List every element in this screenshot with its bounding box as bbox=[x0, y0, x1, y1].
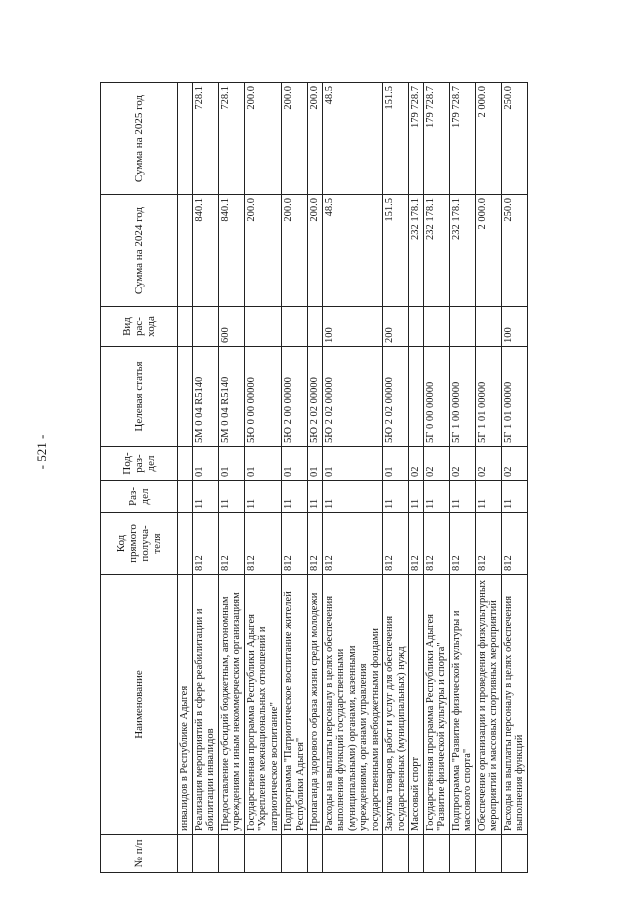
cell-no bbox=[475, 835, 501, 873]
table-row bbox=[409, 83, 424, 873]
cell-sum-2025: 48.5 bbox=[322, 83, 383, 195]
cell-name: инвалидов в Республике Адыгея bbox=[178, 575, 193, 835]
table-row bbox=[423, 83, 449, 873]
cell-razdel: 11 bbox=[501, 481, 527, 513]
cell-razdel: 11 bbox=[244, 481, 282, 513]
cell-expense-type bbox=[244, 307, 282, 347]
cell-name: Расходы на выплаты персоналу в целях обеспечения выполнения функций государственными (муниципальными) органами, казенными учреждениями, органами управления государственными внебюджетными фондами bbox=[322, 575, 383, 835]
cell-razdel: 11 bbox=[218, 481, 244, 513]
rotated-table-container bbox=[100, 83, 560, 873]
cell-kod: 812 bbox=[244, 513, 282, 575]
cell-name: Государственная программа Республики Адыгея "Развитие физической культуры и спорта" bbox=[423, 575, 449, 835]
cell-kod: 812 bbox=[501, 513, 527, 575]
cell-expense-type: 600 bbox=[218, 307, 244, 347]
cell-sum-2025: 728.1 bbox=[192, 83, 218, 195]
cell-expense-type: 200 bbox=[383, 307, 409, 347]
cell-sum-2024: 151.5 bbox=[383, 195, 409, 307]
cell-podrazdel: 02 bbox=[475, 447, 501, 481]
table-row bbox=[308, 83, 323, 873]
cell-no bbox=[282, 835, 308, 873]
cell-target-article: 5Ю 2 02 00000 bbox=[322, 347, 383, 447]
cell-sum-2025: 179 728.7 bbox=[409, 83, 424, 195]
header-podrazdel: Под-раз-дел bbox=[101, 447, 178, 481]
cell-razdel: 11 bbox=[423, 481, 449, 513]
cell-no bbox=[501, 835, 527, 873]
cell-kod bbox=[178, 513, 193, 575]
cell-name: Массовый спорт bbox=[409, 575, 424, 835]
cell-name: Государственная программа Республики Адыгея "Укрепление межнациональных отношений и патриотическое воспитание" bbox=[244, 575, 282, 835]
table-row bbox=[383, 83, 409, 873]
cell-razdel: 11 bbox=[192, 481, 218, 513]
cell-podrazdel: 01 bbox=[218, 447, 244, 481]
cell-expense-type: 100 bbox=[322, 307, 383, 347]
cell-sum-2024: 840.1 bbox=[218, 195, 244, 307]
cell-expense-type bbox=[423, 307, 449, 347]
cell-razdel: 11 bbox=[409, 481, 424, 513]
cell-razdel: 11 bbox=[475, 481, 501, 513]
cell-target-article: 5Ю 2 02 00000 bbox=[383, 347, 409, 447]
cell-sum-2024: 200.0 bbox=[244, 195, 282, 307]
cell-kod: 812 bbox=[218, 513, 244, 575]
cell-target-article bbox=[178, 347, 193, 447]
cell-sum-2024: 2 000.0 bbox=[475, 195, 501, 307]
cell-sum-2025: 179 728.7 bbox=[449, 83, 475, 195]
cell-target-article: 5Ю 2 00 00000 bbox=[282, 347, 308, 447]
cell-sum-2025: 179 728.7 bbox=[423, 83, 449, 195]
cell-no bbox=[244, 835, 282, 873]
cell-target-article: 5Г 1 01 00000 bbox=[475, 347, 501, 447]
cell-podrazdel: 02 bbox=[409, 447, 424, 481]
header-expense-type: Вид рас-хода bbox=[101, 307, 178, 347]
cell-razdel: 11 bbox=[322, 481, 383, 513]
table-row bbox=[192, 83, 218, 873]
cell-podrazdel: 02 bbox=[423, 447, 449, 481]
cell-no bbox=[218, 835, 244, 873]
cell-podrazdel: 01 bbox=[383, 447, 409, 481]
cell-name: Пропаганда здорового образа жизни среди молодежи bbox=[308, 575, 323, 835]
cell-razdel bbox=[178, 481, 193, 513]
cell-sum-2024 bbox=[178, 195, 193, 307]
cell-razdel: 11 bbox=[282, 481, 308, 513]
cell-kod: 812 bbox=[322, 513, 383, 575]
table-row bbox=[475, 83, 501, 873]
cell-razdel: 11 bbox=[449, 481, 475, 513]
cell-no bbox=[383, 835, 409, 873]
cell-name: Обеспечение организации и проведения физкультурных мероприятий и массовых спортивных мероприятий bbox=[475, 575, 501, 835]
cell-sum-2024: 232 178.1 bbox=[409, 195, 424, 307]
cell-sum-2024: 48.5 bbox=[322, 195, 383, 307]
cell-kod: 812 bbox=[475, 513, 501, 575]
cell-expense-type: 100 bbox=[501, 307, 527, 347]
cell-expense-type bbox=[282, 307, 308, 347]
cell-no bbox=[308, 835, 323, 873]
budget-table bbox=[100, 82, 528, 873]
table-row bbox=[218, 83, 244, 873]
cell-sum-2024: 840.1 bbox=[192, 195, 218, 307]
page-number: - 521 - bbox=[34, 434, 49, 470]
table-row bbox=[449, 83, 475, 873]
header-name: Наименование bbox=[101, 575, 178, 835]
cell-name: Расходы на выплаты персоналу в целях обеспечения выполнения функций bbox=[501, 575, 527, 835]
cell-name: Закупка товаров, работ и услуг для обеспечения государственных (муниципальных) нужд bbox=[383, 575, 409, 835]
cell-sum-2025: 200.0 bbox=[244, 83, 282, 195]
header-razdel: Раз-дел bbox=[101, 481, 178, 513]
cell-podrazdel: 01 bbox=[244, 447, 282, 481]
cell-podrazdel: 01 bbox=[192, 447, 218, 481]
cell-target-article: 5Г 0 00 00000 bbox=[423, 347, 449, 447]
cell-podrazdel: 01 bbox=[322, 447, 383, 481]
cell-expense-type bbox=[409, 307, 424, 347]
cell-no bbox=[192, 835, 218, 873]
cell-sum-2025 bbox=[178, 83, 193, 195]
cell-no bbox=[178, 835, 193, 873]
cell-kod: 812 bbox=[282, 513, 308, 575]
cell-expense-type bbox=[178, 307, 193, 347]
table-row bbox=[322, 83, 383, 873]
cell-razdel: 11 bbox=[383, 481, 409, 513]
cell-expense-type bbox=[449, 307, 475, 347]
cell-sum-2025: 250.0 bbox=[501, 83, 527, 195]
cell-expense-type bbox=[192, 307, 218, 347]
cell-sum-2025: 200.0 bbox=[308, 83, 323, 195]
header-target-article: Целевая статья bbox=[101, 347, 178, 447]
cell-no bbox=[322, 835, 383, 873]
cell-target-article: 5М 0 04 R5140 bbox=[218, 347, 244, 447]
cell-name: Предоставление субсидий бюджетным, автономным учреждениям и иным некоммерческим организациям bbox=[218, 575, 244, 835]
cell-kod: 812 bbox=[383, 513, 409, 575]
cell-sum-2024: 200.0 bbox=[308, 195, 323, 307]
cell-kod: 812 bbox=[449, 513, 475, 575]
cell-target-article: 5Г 1 01 00000 bbox=[501, 347, 527, 447]
cell-podrazdel bbox=[178, 447, 193, 481]
cell-name: Подпрограмма "Патриотическое воспитание жителей Республики Адыгея" bbox=[282, 575, 308, 835]
cell-target-article: 5Г 1 00 00000 bbox=[449, 347, 475, 447]
cell-name: Подпрограмма "Развитие физической культуры и массового спорта" bbox=[449, 575, 475, 835]
cell-target-article: 5Ю 0 00 00000 bbox=[244, 347, 282, 447]
cell-kod: 812 bbox=[409, 513, 424, 575]
cell-razdel: 11 bbox=[308, 481, 323, 513]
table-row bbox=[178, 83, 193, 873]
header-kod: Код прямого получа-теля bbox=[101, 513, 178, 575]
cell-no bbox=[449, 835, 475, 873]
cell-target-article: 5М 0 04 R5140 bbox=[192, 347, 218, 447]
table-header-row bbox=[101, 83, 178, 873]
cell-kod: 812 bbox=[423, 513, 449, 575]
cell-sum-2025: 2 000.0 bbox=[475, 83, 501, 195]
cell-sum-2025: 728.1 bbox=[218, 83, 244, 195]
cell-kod: 812 bbox=[192, 513, 218, 575]
cell-podrazdel: 02 bbox=[501, 447, 527, 481]
cell-name: Реализация мероприятий в сфере реабилитации и абилитации инвалидов bbox=[192, 575, 218, 835]
cell-sum-2024: 232 178.1 bbox=[449, 195, 475, 307]
header-sum-2025: Сумма на 2025 год bbox=[101, 83, 178, 195]
table-row bbox=[282, 83, 308, 873]
cell-expense-type bbox=[308, 307, 323, 347]
cell-podrazdel: 02 bbox=[449, 447, 475, 481]
cell-target-article: 5Ю 2 02 00000 bbox=[308, 347, 323, 447]
cell-no bbox=[423, 835, 449, 873]
header-no: № п/п bbox=[101, 835, 178, 873]
header-sum-2024: Сумма на 2024 год bbox=[101, 195, 178, 307]
cell-no bbox=[409, 835, 424, 873]
cell-podrazdel: 01 bbox=[282, 447, 308, 481]
cell-sum-2025: 200.0 bbox=[282, 83, 308, 195]
cell-target-article bbox=[409, 347, 424, 447]
cell-sum-2024: 232 178.1 bbox=[423, 195, 449, 307]
cell-sum-2024: 250.0 bbox=[501, 195, 527, 307]
cell-podrazdel: 01 bbox=[308, 447, 323, 481]
cell-sum-2024: 200.0 bbox=[282, 195, 308, 307]
table-row bbox=[501, 83, 527, 873]
table-row bbox=[244, 83, 282, 873]
cell-sum-2025: 151.5 bbox=[383, 83, 409, 195]
cell-expense-type bbox=[475, 307, 501, 347]
cell-kod: 812 bbox=[308, 513, 323, 575]
